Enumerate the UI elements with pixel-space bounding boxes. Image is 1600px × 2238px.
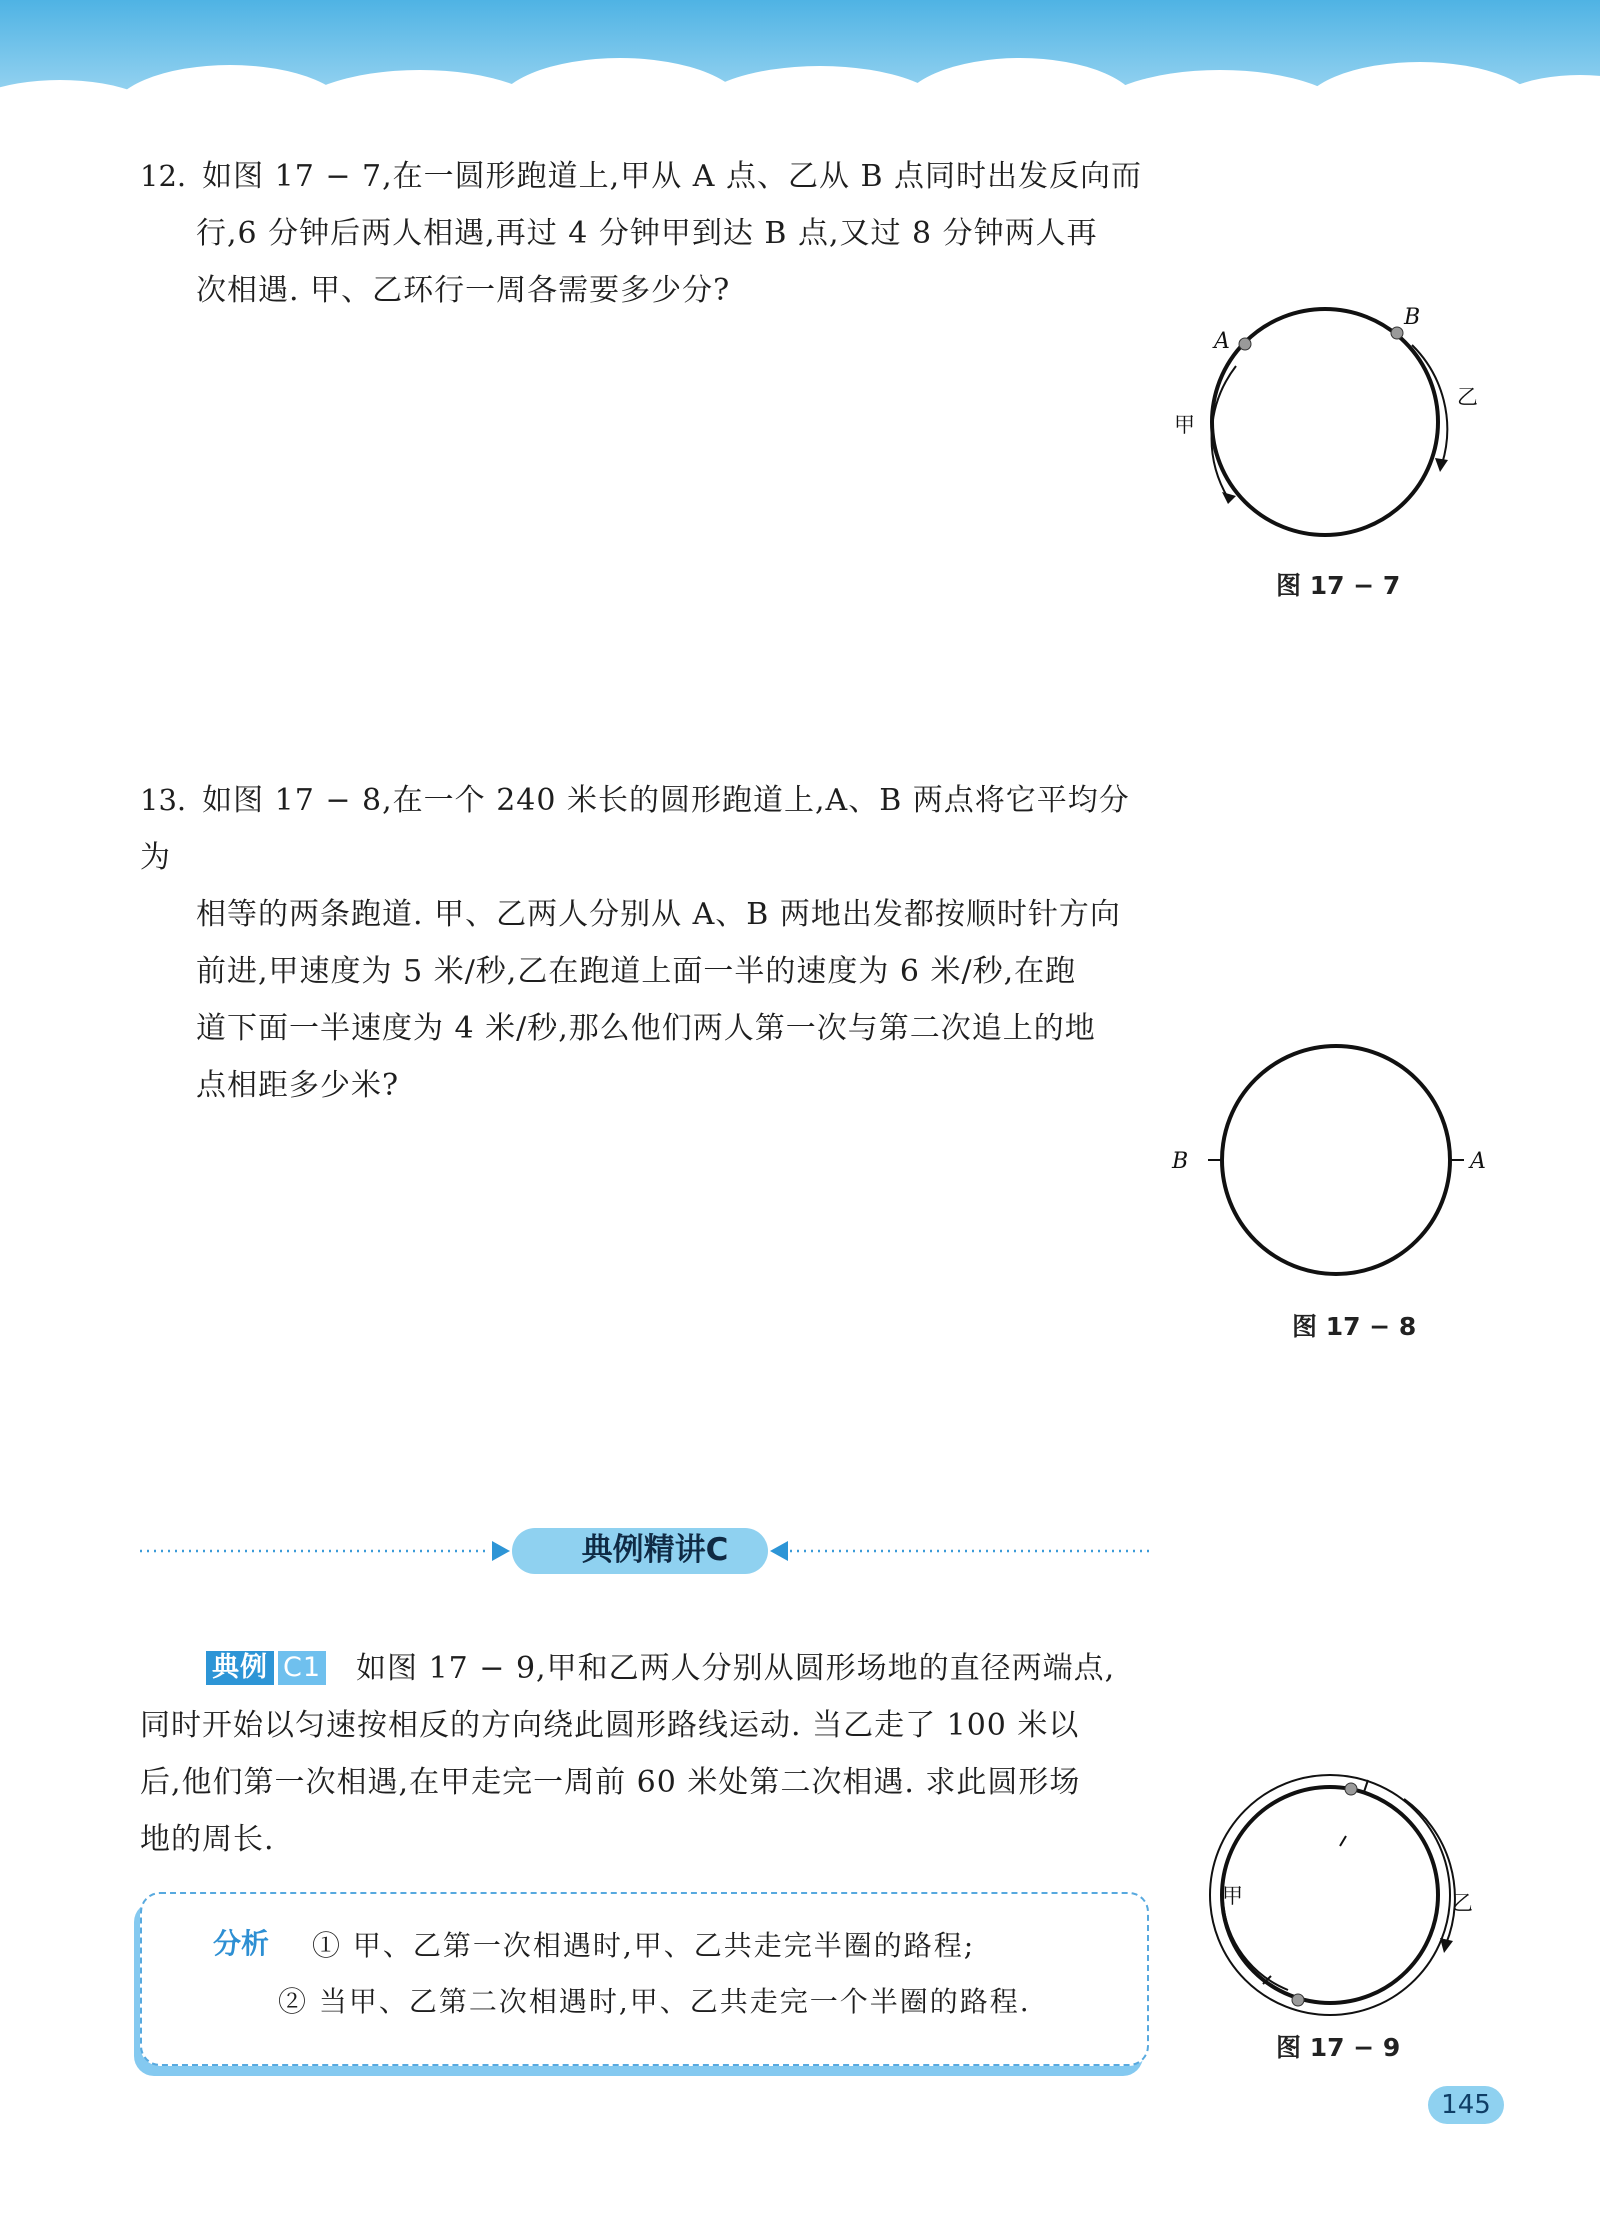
example-badge: 典例 — [206, 1651, 274, 1685]
arrow-jia-path — [1212, 366, 1236, 498]
meet-point-1 — [1345, 1783, 1357, 1795]
point-b-label: B — [1404, 305, 1421, 330]
label-yi: 乙 — [1457, 385, 1478, 409]
problem-line: 点相距多少米? — [196, 1068, 400, 1103]
figure-caption-17-8: 图 17 − 8 — [1292, 1312, 1417, 1341]
label-jia: 甲 — [1174, 413, 1195, 437]
problem-13 — [140, 772, 1150, 1114]
figure-caption-17-9: 图 17 − 9 — [1276, 2033, 1401, 2062]
arrow-jia-head — [1222, 492, 1236, 504]
arrow-yi-head — [1440, 1938, 1453, 1953]
example-line: 同时开始以匀速按相反的方向绕此圆形路线运动. 当乙走了 100 米以 — [140, 1708, 1080, 1743]
figure-17-8 — [1160, 1040, 1500, 1280]
analysis-box — [140, 1892, 1149, 2066]
label-yi: 乙 — [1452, 1891, 1473, 1915]
arrow-yi-path — [1412, 345, 1447, 464]
point-b-label: B — [1172, 1149, 1189, 1174]
analysis-label: 分析 — [213, 1927, 270, 1960]
example-line: 后,他们第一次相遇,在甲走完一周前 60 米处第二次相遇. 求此圆形场 — [140, 1765, 1081, 1800]
problem-line: 相等的两条跑道. 甲、乙两人分别从 A、B 两地出发都按顺时针方向 — [196, 897, 1121, 932]
outer-circle — [1210, 1775, 1450, 2015]
page-number: 145 — [1428, 2086, 1504, 2124]
problem-line: 前进,甲速度为 5 米/秒,乙在跑道上面一半的速度为 6 米/秒,在跑 — [196, 954, 1077, 989]
analysis-item: ② 当甲、乙第二次相遇时,甲、乙共走完一个半圈的路程. — [278, 1985, 1031, 2018]
section-title: 典例精讲C — [581, 1532, 729, 1568]
point-a-label: A — [1470, 1149, 1486, 1174]
example-line: 如图 17 − 9,甲和乙两人分别从圆形场地的直径两端点, — [356, 1651, 1116, 1686]
example-line: 地的周长. — [140, 1822, 275, 1857]
figure-caption-17-7: 图 17 − 7 — [1276, 571, 1401, 600]
problem-line: 如图 17 − 7,在一圆形跑道上,甲从 A 点、乙从 B 点同时出发反向而 — [202, 159, 1143, 194]
problem-line: 道下面一半速度为 4 米/秒,那么他们两人第一次与第二次追上的地 — [196, 1011, 1096, 1046]
figure-17-7 — [1150, 290, 1510, 560]
point-a-dot — [1239, 338, 1251, 350]
track-circle — [1222, 1046, 1450, 1274]
problem-line: 行,6 分钟后两人相遇,再过 4 分钟甲到达 B 点,又过 8 分钟两人再 — [196, 216, 1098, 251]
tick — [1340, 1836, 1346, 1846]
analysis-item: ① 甲、乙第一次相遇时,甲、乙共走完半圈的路程; — [312, 1929, 976, 1962]
point-b-dot — [1391, 327, 1403, 339]
problem-number: 13. — [140, 783, 187, 817]
problem-line: 如图 17 − 8,在一个 240 米长的圆形跑道上,A、B 两点将它平均分为 — [140, 783, 1130, 875]
problem-line: 次相遇. 甲、乙环行一周各需要多少分? — [196, 273, 731, 308]
problem-12 — [140, 148, 1150, 319]
example-tag: C1 — [278, 1651, 326, 1685]
problem-number: 12. — [140, 159, 187, 193]
header-banner — [0, 0, 1600, 140]
tick — [1364, 1780, 1368, 1792]
figure-17-9 — [1170, 1750, 1500, 2030]
example-c1 — [140, 1640, 1150, 1868]
arrow-yi-head — [1435, 458, 1448, 472]
point-a-label: A — [1214, 329, 1230, 354]
label-jia: 甲 — [1222, 1884, 1243, 1908]
meet-point-2 — [1292, 1994, 1304, 2006]
